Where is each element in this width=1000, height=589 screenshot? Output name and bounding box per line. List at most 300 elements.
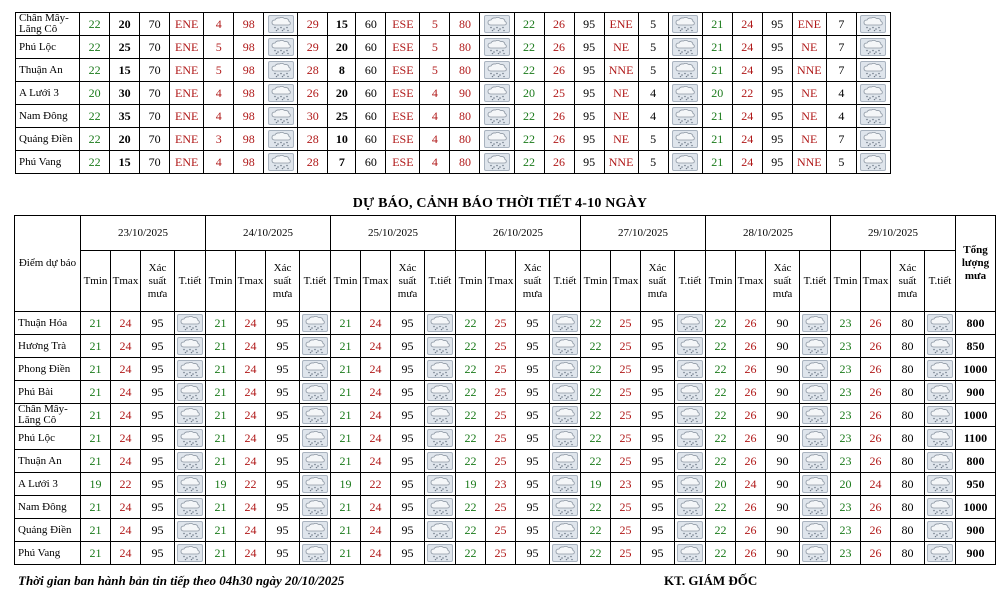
weather-icon-cell: [925, 312, 956, 335]
tmin-value: 22: [514, 59, 544, 82]
rain-cloud-icon: [802, 360, 828, 378]
table-row: [16, 82, 891, 105]
rain-prob-value: 80: [891, 335, 925, 358]
rain-value: 15: [110, 59, 140, 82]
rain-cloud-icon: [927, 360, 953, 378]
tmin-value: 23: [831, 404, 861, 427]
tmax-header: Tmax: [611, 251, 641, 312]
tmax-value: 25: [611, 358, 641, 381]
weather-icon-cell: [175, 358, 206, 381]
rain-prob-value: 90: [766, 381, 800, 404]
rain-prob-value: 95: [391, 473, 425, 496]
rain-cloud-icon: [672, 130, 698, 148]
rain-prob-value: 90: [766, 496, 800, 519]
location-name: Nam Đông: [15, 496, 81, 519]
rain-prob-value: 95: [574, 105, 604, 128]
weather-icon-cell: [675, 404, 706, 427]
tmin-value: 21: [331, 381, 361, 404]
tmin-value: 21: [702, 105, 732, 128]
table-row: [15, 473, 996, 496]
tmin-value: 21: [81, 450, 111, 473]
weather-icon-cell: [300, 542, 331, 565]
rain-prob-value: 95: [266, 473, 300, 496]
rain-cloud-icon: [177, 360, 203, 378]
wind-level: 4: [826, 82, 856, 105]
rain-cloud-icon: [427, 429, 453, 447]
wind-direction: ENE: [170, 151, 204, 174]
location-name: Phú Lộc: [16, 36, 80, 59]
tmax-value: 24: [732, 13, 762, 36]
weather-icon-cell: [300, 358, 331, 381]
wind-direction: ENE: [792, 13, 826, 36]
rain-prob-value: 95: [391, 496, 425, 519]
table-row: [16, 59, 891, 82]
header-row-dates: [15, 216, 996, 251]
rain-cloud-icon: [677, 429, 703, 447]
wind-level: 4: [420, 82, 450, 105]
weather-icon-cell: [175, 381, 206, 404]
rain-prob-value: 95: [266, 519, 300, 542]
weather-icon-cell: [675, 312, 706, 335]
rain-prob-value: 60: [356, 128, 386, 151]
tmin-value: 19: [81, 473, 111, 496]
rain-cloud-icon: [860, 38, 886, 56]
tmin-value: 22: [706, 312, 736, 335]
weather-icon-cell: [550, 450, 581, 473]
weather-icon-cell: [264, 13, 298, 36]
tmax-value: 29: [298, 13, 328, 36]
wind-direction: ENE: [170, 128, 204, 151]
humidity-value: 80: [450, 128, 480, 151]
wind-level: 5: [420, 59, 450, 82]
weather-icon-cell: [264, 128, 298, 151]
tmin-value: 20: [702, 82, 732, 105]
tmin-value: 21: [81, 519, 111, 542]
weather-icon-cell: [425, 358, 456, 381]
tmin-value: 22: [514, 105, 544, 128]
tmax-value: 25: [611, 496, 641, 519]
weather-icon-cell: [675, 381, 706, 404]
table-row: [16, 13, 891, 36]
rain-cloud-icon: [552, 521, 578, 539]
date-header: 25/10/2025: [331, 216, 456, 251]
wind-level: 5: [420, 36, 450, 59]
rain-prob-value: 95: [574, 82, 604, 105]
tmin-header: Tmin: [81, 251, 111, 312]
rain-cloud-icon: [552, 429, 578, 447]
rain-cloud-icon: [268, 107, 294, 125]
tmin-value: 21: [81, 381, 111, 404]
rain-cloud-icon: [860, 153, 886, 171]
tmax-value: 24: [361, 358, 391, 381]
rain-prob-value: 80: [891, 404, 925, 427]
rain-prob-value: 95: [391, 404, 425, 427]
tmin-header: Tmin: [331, 251, 361, 312]
tmax-value: 24: [111, 519, 141, 542]
rain-cloud-icon: [927, 544, 953, 562]
weather-icon-cell: [175, 473, 206, 496]
rain-cloud-icon: [268, 15, 294, 33]
tmin-value: 22: [456, 404, 486, 427]
rain-cloud-icon: [672, 84, 698, 102]
humidity-value: 98: [234, 13, 264, 36]
tmax-value: 28: [298, 59, 328, 82]
weather-icon-cell: [925, 427, 956, 450]
weather-icon-cell: [856, 105, 890, 128]
rain-cloud-icon: [302, 360, 328, 378]
rain-prob-value: 95: [141, 312, 175, 335]
weather-icon-cell: [856, 59, 890, 82]
wind-level: 7: [826, 36, 856, 59]
tmin-value: 22: [514, 128, 544, 151]
tmin-value: 20: [80, 82, 110, 105]
rain-cloud-icon: [427, 360, 453, 378]
rain-prob-value: 95: [762, 82, 792, 105]
rain-cloud-icon: [552, 475, 578, 493]
table-row: [15, 542, 996, 565]
tmax-value: 24: [361, 404, 391, 427]
tmax-value: 25: [611, 404, 641, 427]
table-row: [15, 312, 996, 335]
rain-cloud-icon: [177, 406, 203, 424]
wind-level: 4: [204, 105, 234, 128]
date-header: 28/10/2025: [706, 216, 831, 251]
wind-direction: ENE: [170, 36, 204, 59]
wind-level: 4: [204, 13, 234, 36]
wind-direction: ENE: [170, 59, 204, 82]
tmax-value: 24: [361, 312, 391, 335]
rain-cloud-icon: [427, 383, 453, 401]
tmax-value: 22: [361, 473, 391, 496]
rain-prob-value: 90: [766, 542, 800, 565]
rain-prob-value: 95: [574, 36, 604, 59]
rain-prob-value: 70: [140, 105, 170, 128]
tmax-value: 25: [486, 335, 516, 358]
weather-icon-cell: [675, 473, 706, 496]
tmin-value: 22: [706, 427, 736, 450]
rain-prob-value: 95: [762, 151, 792, 174]
wind-direction: ESE: [386, 59, 420, 82]
rain-prob-value: 60: [356, 13, 386, 36]
rain-prob-header: Xác suất mưa: [391, 251, 425, 312]
humidity-value: 80: [450, 105, 480, 128]
rain-cloud-icon: [268, 84, 294, 102]
tmin-value: 22: [706, 542, 736, 565]
rain-prob-header: Xác suất mưa: [891, 251, 925, 312]
weather-icon-cell: [300, 427, 331, 450]
weather-icon-cell: [425, 381, 456, 404]
location-name: Thuận An: [15, 450, 81, 473]
weather-icon-cell: [668, 59, 702, 82]
rain-cloud-icon: [927, 452, 953, 470]
tmax-value: 24: [236, 427, 266, 450]
rain-value: 20: [328, 36, 356, 59]
wind-direction: ESE: [386, 128, 420, 151]
tmax-value: 25: [611, 450, 641, 473]
weather-icon-cell: [300, 496, 331, 519]
tmin-value: 22: [581, 496, 611, 519]
rain-prob-value: 95: [641, 427, 675, 450]
wind-level: 5: [638, 36, 668, 59]
weather-icon-cell: [856, 128, 890, 151]
tmin-value: 20: [514, 82, 544, 105]
tmax-value: 26: [736, 358, 766, 381]
rain-prob-value: 70: [140, 82, 170, 105]
location-name: Hương Trà: [15, 335, 81, 358]
weather-header: T.tiết: [675, 251, 706, 312]
rain-cloud-icon: [927, 429, 953, 447]
tmax-header: Tmax: [361, 251, 391, 312]
rain-cloud-icon: [302, 498, 328, 516]
weather-icon-cell: [675, 519, 706, 542]
weather-icon-cell: [264, 59, 298, 82]
tmin-value: 21: [206, 542, 236, 565]
tmin-value: 19: [581, 473, 611, 496]
location-name: Thuận Hóa: [15, 312, 81, 335]
tmax-value: 24: [236, 335, 266, 358]
tmax-value: 26: [861, 427, 891, 450]
tmax-header: Tmax: [736, 251, 766, 312]
wind-direction: ESE: [386, 36, 420, 59]
tmin-value: 21: [331, 404, 361, 427]
rain-prob-value: 70: [140, 128, 170, 151]
tmax-value: 25: [486, 404, 516, 427]
rain-prob-value: 95: [641, 381, 675, 404]
rain-prob-value: 95: [641, 473, 675, 496]
rain-prob-value: 95: [391, 335, 425, 358]
weather-header: T.tiết: [550, 251, 581, 312]
tmax-header: Tmax: [236, 251, 266, 312]
wind-level: 4: [638, 105, 668, 128]
weather-icon-cell: [925, 358, 956, 381]
rain-prob-header: Xác suất mưa: [641, 251, 675, 312]
rain-prob-value: 80: [891, 381, 925, 404]
rain-cloud-icon: [802, 406, 828, 424]
tmax-value: 24: [236, 358, 266, 381]
rain-cloud-icon: [552, 406, 578, 424]
table-row: [15, 427, 996, 450]
rain-prob-value: 60: [356, 151, 386, 174]
rain-cloud-icon: [552, 360, 578, 378]
rain-cloud-icon: [672, 153, 698, 171]
weather-icon-cell: [925, 381, 956, 404]
rain-cloud-icon: [427, 452, 453, 470]
tmax-value: 25: [486, 450, 516, 473]
tmin-value: 22: [706, 335, 736, 358]
rain-cloud-icon: [427, 498, 453, 516]
tmax-value: 24: [361, 427, 391, 450]
weather-icon-cell: [800, 519, 831, 542]
rain-prob-value: 95: [516, 450, 550, 473]
weather-icon-cell: [856, 36, 890, 59]
rain-prob-value: 70: [140, 151, 170, 174]
tmin-value: 21: [206, 404, 236, 427]
weather-icon-cell: [175, 312, 206, 335]
rain-cloud-icon: [927, 383, 953, 401]
table-row: [15, 496, 996, 519]
tmax-value: 24: [361, 335, 391, 358]
wind-direction: ENE: [170, 82, 204, 105]
tmin-value: 22: [456, 312, 486, 335]
rain-cloud-icon: [552, 314, 578, 332]
weather-icon-cell: [425, 473, 456, 496]
wind-direction: NE: [792, 105, 826, 128]
tmax-value: 24: [236, 450, 266, 473]
rain-cloud-icon: [802, 544, 828, 562]
tmax-value: 26: [736, 450, 766, 473]
wind-direction: ESE: [386, 13, 420, 36]
rain-cloud-icon: [672, 38, 698, 56]
tmax-value: 25: [611, 312, 641, 335]
rain-prob-value: 95: [641, 450, 675, 473]
total-rain-value: 900: [956, 381, 996, 404]
tmax-value: 24: [236, 542, 266, 565]
rain-prob-header: Xác suất mưa: [516, 251, 550, 312]
total-rain-value: 800: [956, 450, 996, 473]
tmin-value: 22: [581, 381, 611, 404]
rain-prob-value: 80: [891, 312, 925, 335]
tmin-value: 21: [81, 335, 111, 358]
table-row: [15, 381, 996, 404]
rain-cloud-icon: [302, 452, 328, 470]
tmax-value: 26: [861, 312, 891, 335]
rain-cloud-icon: [802, 452, 828, 470]
rain-cloud-icon: [802, 521, 828, 539]
weather-icon-cell: [425, 519, 456, 542]
rain-cloud-icon: [677, 314, 703, 332]
rain-cloud-icon: [302, 406, 328, 424]
rain-value: 7: [328, 151, 356, 174]
tmax-value: 25: [611, 335, 641, 358]
tmax-value: 24: [236, 519, 266, 542]
weather-icon-cell: [800, 496, 831, 519]
tmin-value: 21: [702, 128, 732, 151]
tmax-value: 22: [111, 473, 141, 496]
location-name: Phú Lộc: [15, 427, 81, 450]
rain-prob-value: 95: [641, 496, 675, 519]
wind-level: 5: [420, 13, 450, 36]
tmax-value: 22: [236, 473, 266, 496]
rain-prob-header: Xác suất mưa: [766, 251, 800, 312]
tmin-value: 22: [581, 404, 611, 427]
rain-prob-value: 95: [516, 335, 550, 358]
tmin-value: 21: [331, 335, 361, 358]
wind-direction: ENE: [604, 13, 638, 36]
signature-title: KT. GIÁM ĐỐC: [664, 573, 758, 588]
tmin-value: 22: [456, 496, 486, 519]
weather-icon-cell: [425, 542, 456, 565]
weather-icon-cell: [675, 450, 706, 473]
header-row-fields: [15, 251, 996, 312]
rain-value: 15: [328, 13, 356, 36]
rain-prob-value: 80: [891, 473, 925, 496]
weather-icon-cell: [175, 542, 206, 565]
rain-cloud-icon: [177, 452, 203, 470]
tmax-value: 24: [111, 542, 141, 565]
tmax-value: 25: [486, 312, 516, 335]
tmin-value: 22: [456, 519, 486, 542]
tmin-value: 22: [581, 519, 611, 542]
rain-prob-value: 95: [641, 519, 675, 542]
tmax-header: Tmax: [111, 251, 141, 312]
rain-prob-value: 95: [141, 358, 175, 381]
tmin-value: 21: [81, 404, 111, 427]
total-rain-header: Tổng lượng mưa: [956, 216, 996, 312]
rain-prob-value: 95: [574, 59, 604, 82]
weather-icon-cell: [550, 404, 581, 427]
rain-cloud-icon: [177, 314, 203, 332]
tmax-value: 24: [361, 450, 391, 473]
weather-icon-cell: [668, 36, 702, 59]
rain-cloud-icon: [302, 544, 328, 562]
corner-header: Điểm dự báo: [15, 216, 81, 312]
tmin-value: 21: [206, 450, 236, 473]
weather-icon-cell: [550, 335, 581, 358]
tmin-value: 21: [702, 36, 732, 59]
rain-prob-value: 95: [516, 312, 550, 335]
rain-cloud-icon: [677, 475, 703, 493]
weather-icon-cell: [925, 450, 956, 473]
rain-cloud-icon: [672, 15, 698, 33]
weather-icon-cell: [800, 312, 831, 335]
rain-cloud-icon: [802, 337, 828, 355]
rain-cloud-icon: [677, 544, 703, 562]
wind-direction: NE: [604, 105, 638, 128]
weather-icon-cell: [675, 496, 706, 519]
rain-prob-value: 95: [516, 427, 550, 450]
tmin-value: 22: [706, 519, 736, 542]
tmin-value: 22: [581, 450, 611, 473]
rain-cloud-icon: [677, 337, 703, 355]
rain-cloud-icon: [552, 337, 578, 355]
tmax-value: 26: [544, 105, 574, 128]
tmax-value: 26: [861, 519, 891, 542]
forecast-body: [15, 312, 996, 565]
total-rain-value: 950: [956, 473, 996, 496]
rain-cloud-icon: [484, 130, 510, 148]
rain-prob-value: 95: [762, 13, 792, 36]
wind-level: 4: [826, 105, 856, 128]
rain-prob-value: 95: [141, 473, 175, 496]
rain-prob-value: 95: [266, 404, 300, 427]
wind-level: 4: [420, 128, 450, 151]
weather-icon-cell: [175, 519, 206, 542]
weather-icon-cell: [425, 335, 456, 358]
rain-prob-value: 95: [641, 312, 675, 335]
tmin-value: 23: [831, 427, 861, 450]
weather-icon-cell: [425, 427, 456, 450]
location-name: Phú Bài: [15, 381, 81, 404]
tmax-value: 29: [298, 36, 328, 59]
tmax-value: 24: [111, 427, 141, 450]
tmin-value: 22: [80, 128, 110, 151]
rain-prob-value: 95: [516, 496, 550, 519]
wind-direction: ENE: [170, 105, 204, 128]
location-name: Chân Mây-Lăng Cô: [15, 404, 81, 427]
wind-level: 5: [204, 36, 234, 59]
tmin-value: 21: [81, 427, 111, 450]
tmax-value: 26: [736, 496, 766, 519]
wind-direction: NE: [604, 36, 638, 59]
weather-icon-cell: [668, 151, 702, 174]
rain-prob-value: 80: [891, 542, 925, 565]
tmin-value: 23: [831, 312, 861, 335]
tmax-value: 26: [544, 151, 574, 174]
tmax-value: 25: [611, 542, 641, 565]
tmax-value: 26: [298, 82, 328, 105]
total-rain-value: 900: [956, 542, 996, 565]
table-row: [16, 151, 891, 174]
